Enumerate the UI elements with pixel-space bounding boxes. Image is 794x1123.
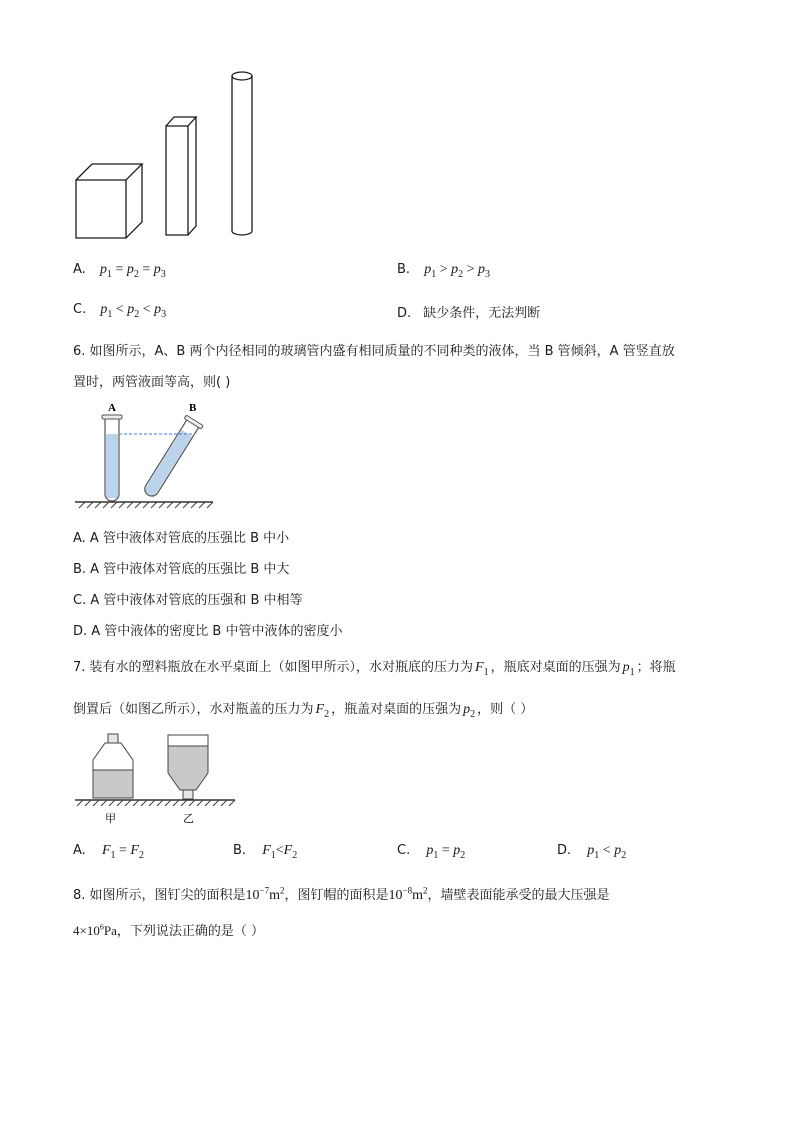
var-f: F — [130, 843, 139, 858]
unit-pa: Pa — [103, 923, 117, 938]
var-f: F — [315, 702, 325, 717]
rel-lt: < — [115, 302, 124, 317]
q5-option-c[interactable] — [73, 302, 166, 320]
num-4e: 4×10 — [73, 923, 100, 938]
bottle-upright — [93, 734, 133, 798]
prism-top — [166, 117, 196, 126]
sub-3: 3 — [160, 268, 166, 280]
sub-2: 2 — [324, 708, 330, 720]
exp-sq: 2 — [423, 885, 428, 896]
q6-option-a[interactable]: A. A 管中液体对管底的压强比 B 中小 — [73, 531, 290, 546]
option-text: 缺少条件，无法判断 — [423, 306, 541, 321]
sub-1: 1 — [431, 268, 437, 280]
var-p: p — [587, 843, 595, 858]
rel-gt: > — [466, 262, 475, 277]
var-p: p — [453, 843, 461, 858]
sub-2: 2 — [458, 268, 464, 280]
sub-3: 3 — [485, 268, 491, 280]
var-p: p — [451, 262, 459, 277]
rel-gt: > — [439, 262, 448, 277]
var-p: p — [100, 302, 108, 317]
exp-sq: 2 — [280, 885, 285, 896]
var-p: p — [154, 302, 162, 317]
text: ；将瓶 — [636, 660, 676, 675]
var-p: p — [126, 262, 134, 277]
q6-stem-line1: 6. 如图所示，A、B 两个内径相同的玻璃管内盛有相同质量的不同种类的液体，当 B 管倾斜，A 管竖直放 — [73, 344, 675, 359]
prism-shape — [166, 126, 188, 235]
q7-figure — [73, 730, 238, 825]
var-f: F — [283, 843, 293, 858]
sub-3: 3 — [161, 308, 167, 320]
sub-1: 1 — [483, 666, 489, 678]
label-yi: 乙 — [183, 812, 194, 825]
option-label: C. — [397, 843, 411, 858]
q6-option-d[interactable]: D. A 管中液体的密度比 B 中管中液体的密度小 — [73, 624, 343, 639]
cube-shape — [76, 180, 126, 238]
tube-a-label: A — [108, 402, 116, 414]
rel-eq: = — [115, 262, 124, 277]
prism-side — [188, 117, 196, 235]
var-p: p — [614, 843, 622, 858]
unit-m: m — [269, 888, 281, 903]
exp-cap: −8 — [402, 885, 413, 896]
text: 倒置后（如图乙所示），水对瓶盖的压力为 — [73, 702, 314, 717]
sub-1: 1 — [270, 849, 276, 861]
rel-eq: = — [441, 843, 450, 858]
sub-2: 2 — [621, 849, 627, 861]
cylinder-top — [232, 72, 252, 80]
rel-eq: = — [119, 843, 127, 858]
q7-option-b[interactable] — [233, 843, 297, 861]
num-10: 10 — [388, 888, 403, 903]
tube-b — [140, 415, 204, 500]
var-p: p — [424, 262, 432, 277]
var-p: p — [463, 702, 471, 717]
bottle-inverted — [168, 735, 208, 799]
sub-1: 1 — [110, 849, 116, 861]
var-f: F — [475, 660, 484, 675]
rel-lt: < — [275, 843, 284, 858]
text: 8. 如图所示，图钉尖的面积是 — [73, 888, 246, 903]
sub-1: 1 — [594, 849, 600, 861]
sub-2: 2 — [133, 268, 139, 280]
label-jia: 甲 — [105, 812, 116, 825]
sub-1: 1 — [433, 849, 439, 861]
option-label: C. — [73, 302, 87, 317]
cube-top — [76, 164, 142, 180]
sub-2: 2 — [138, 849, 144, 861]
q6-option-b[interactable]: B. A 管中液体对管底的压强比 B 中大 — [73, 562, 290, 577]
var-p: p — [127, 302, 135, 317]
cylinder-bottom — [232, 231, 252, 235]
exp-tip: −7 — [259, 885, 270, 896]
rel-lt: < — [602, 843, 611, 858]
q7-stem-line1 — [73, 656, 676, 678]
cube-side — [126, 164, 142, 238]
q6-stem-line2: 置时，两管液面等高，则( ) — [73, 375, 231, 390]
rel-eq: = — [142, 262, 151, 277]
option-label: D. — [557, 843, 572, 858]
num-10: 10 — [245, 888, 260, 903]
text: ，瓶盖对桌面的压强为 — [331, 702, 462, 717]
sub-2: 2 — [470, 708, 476, 720]
unit-m: m — [412, 888, 423, 903]
text: 7. 装有水的塑料瓶放在水平桌面上（如图甲所示），水对瓶底的压力为 — [73, 660, 474, 675]
text: ，墙壁表面能承受的最大压强是 — [427, 888, 610, 903]
var-p: p — [478, 262, 486, 277]
var-f: F — [262, 843, 271, 858]
option-label: D. — [397, 306, 412, 321]
sub-2: 2 — [134, 308, 140, 320]
sub-1: 1 — [106, 268, 112, 280]
q5-option-a[interactable] — [73, 262, 166, 280]
q6-option-c[interactable]: C. A 管中液体对管底的压强和 B 中相等 — [73, 593, 303, 608]
tube-b-label: B — [189, 402, 197, 414]
var-p: p — [426, 843, 434, 858]
q8-stem-line1 — [73, 884, 610, 904]
exp-p: 6 — [99, 922, 104, 932]
text: ，图钉帽的面积是 — [284, 888, 389, 903]
option-label: B. — [397, 262, 411, 277]
q7-option-d[interactable] — [557, 843, 626, 861]
text: ，则（ ） — [477, 702, 534, 717]
sub-2: 2 — [292, 849, 298, 861]
var-p: p — [153, 262, 161, 277]
option-label: B. — [233, 843, 247, 858]
q7-option-c[interactable] — [397, 843, 465, 861]
rel-lt: < — [142, 302, 151, 317]
q6-figure — [73, 398, 218, 513]
q5-figure — [70, 68, 260, 243]
q5-option-d[interactable] — [397, 302, 540, 321]
option-label: A. — [73, 262, 86, 277]
sub-1: 1 — [629, 666, 635, 678]
sub-1: 1 — [107, 308, 113, 320]
var-p: p — [622, 660, 630, 675]
q5-option-b[interactable] — [397, 262, 490, 280]
var-f: F — [101, 843, 111, 858]
option-label: A. — [73, 843, 86, 858]
q7-stem-line2 — [73, 698, 533, 720]
q7-option-a[interactable] — [73, 843, 144, 861]
q8-stem-line2 — [73, 920, 264, 939]
var-p: p — [99, 262, 107, 277]
text: ，下列说法正确的是（ ） — [116, 924, 264, 939]
sub-2: 2 — [460, 849, 466, 861]
text: ，瓶底对桌面的压强为 — [490, 660, 621, 675]
tube-a — [102, 415, 122, 501]
